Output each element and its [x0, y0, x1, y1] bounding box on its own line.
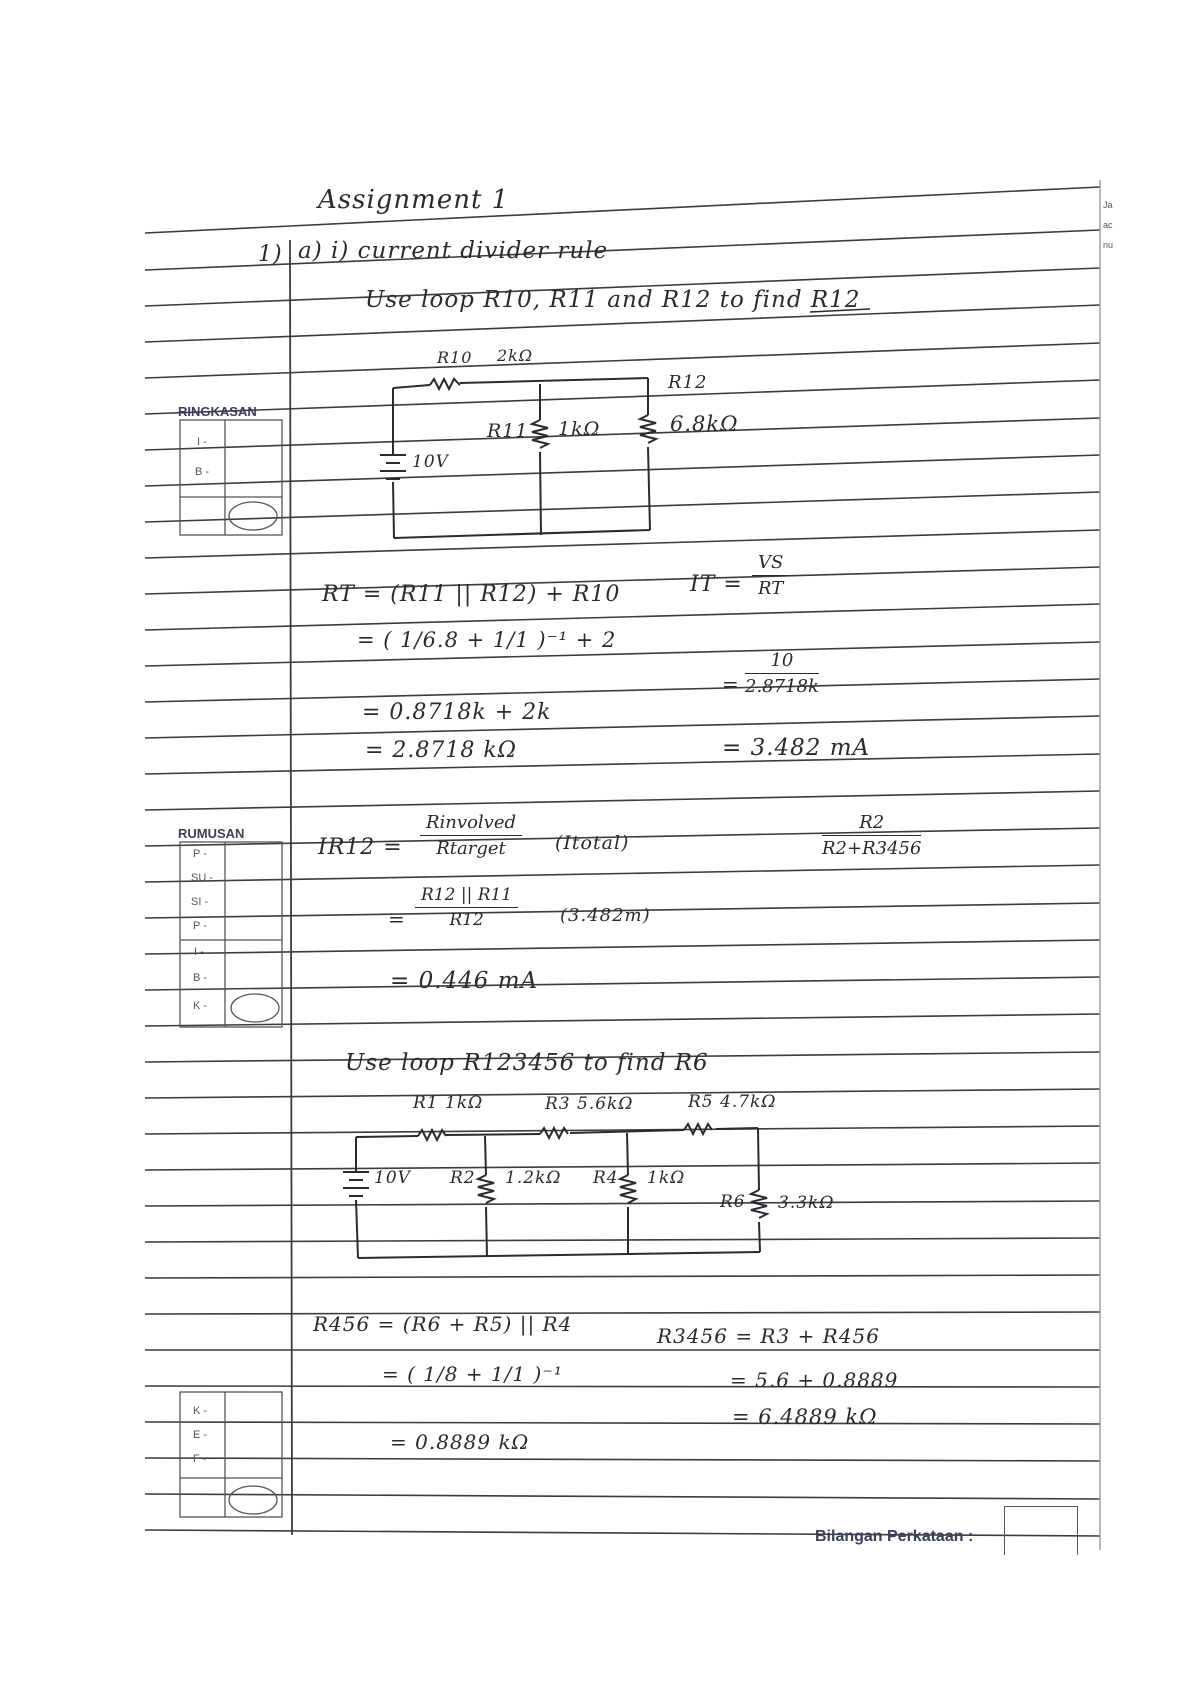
r11-label: R11 — [487, 420, 529, 442]
question-number: 1) — [258, 242, 283, 267]
ir12-tail: (Itotal) — [555, 832, 630, 854]
part-heading: a) i) current divider rule — [298, 238, 609, 264]
battery-2 — [343, 1172, 369, 1196]
r12-value: 6.8kΩ — [670, 412, 739, 436]
edge-text-2: ac — [1103, 220, 1113, 230]
r456-line-2: = ( 1/8 + 1/1 )⁻¹ — [382, 1362, 563, 1386]
divider-note-fraction — [822, 812, 921, 859]
assignment-title: Assignment 1 — [318, 185, 510, 215]
kef-row-k: K - — [193, 1405, 208, 1417]
word-count-box[interactable] — [1004, 1506, 1078, 1555]
ringkasan-row-b: B - — [195, 466, 210, 478]
edge-text-3: nu — [1103, 240, 1114, 250]
it-value-numerator: 10 — [745, 650, 819, 674]
margin-line — [290, 240, 292, 1535]
kef-score-oval — [229, 1486, 277, 1514]
ruled-lines — [145, 187, 1100, 1536]
r10-value: 2kΩ — [497, 346, 534, 365]
it-numerator: VS — [752, 552, 789, 576]
section1-intro: Use loop R10, R11 and R12 to find R12 — [365, 287, 861, 313]
ir12-fraction — [420, 812, 522, 859]
rt-line-1: RT = (R11 || R12) + R10 — [322, 582, 621, 607]
ringkasan-score-oval — [229, 502, 277, 530]
r456-line-3: = 0.8889 kΩ — [390, 1430, 530, 1454]
it-result: = 3.482 mA — [722, 735, 871, 761]
r3456-line-3: = 6.4889 kΩ — [732, 1405, 878, 1429]
r3-label: R3 5.6kΩ — [545, 1094, 634, 1114]
r11-resistor — [532, 420, 548, 448]
rumusan-row-i: I - — [194, 946, 204, 958]
ir12-denominator: Rtarget — [436, 838, 506, 859]
ringkasan-label: RINGKASAN — [178, 404, 257, 419]
r2-value: 1.2kΩ — [505, 1168, 562, 1188]
circuit2-left-wire — [356, 1137, 358, 1258]
r1-label: R1 1kΩ — [413, 1093, 484, 1113]
r12-label: R12 — [668, 372, 708, 393]
rumusan-row-p1: P - — [193, 848, 207, 860]
source-2-voltage: 10V — [374, 1168, 411, 1188]
it-denominator: RT — [758, 578, 784, 599]
r4-label: R4 — [593, 1168, 619, 1188]
r2-resistor — [478, 1175, 494, 1203]
r456-line-1: R456 = (R6 + R5) || R4 — [313, 1312, 573, 1336]
rumusan-row-si: SI - — [191, 896, 209, 908]
kef-row-f: F - — [193, 1453, 207, 1465]
circuit-2 — [343, 1124, 767, 1258]
r12-resistor — [640, 415, 656, 443]
word-count-label: Bilangan Perkataan : — [815, 1528, 974, 1545]
it-value-fraction — [745, 650, 819, 697]
rt-line-4: = 2.8718 kΩ — [365, 738, 517, 763]
r3456-line-1: R3456 = R3 + R456 — [657, 1324, 880, 1348]
kef-row-e: E - — [193, 1429, 208, 1441]
ir12-step-fraction — [415, 885, 518, 930]
rumusan-row-b: B - — [193, 972, 208, 984]
it-fraction — [752, 552, 789, 599]
circuit1-mid-wire — [540, 384, 541, 535]
r3456-line-2: = 5.6 + 0.8889 — [730, 1368, 899, 1392]
rt-line-3: = 0.8718k + 2k — [362, 700, 552, 725]
r10-label: R10 — [437, 348, 473, 367]
it-lhs: IT = — [690, 572, 743, 597]
r3-resistor — [540, 1128, 568, 1138]
rumusan-label: RUMUSAN — [178, 826, 245, 841]
ir12-step-numerator: R12 || R11 — [415, 885, 518, 908]
ir12-step-tail: (3.482m) — [560, 905, 651, 926]
divider-note-denominator: R2+R3456 — [822, 838, 922, 859]
rt-line-2: = ( 1/6.8 + 1/1 )⁻¹ + 2 — [357, 628, 617, 652]
circuit1-bottom-wire — [394, 530, 650, 538]
rumusan-row-k: K - — [193, 1000, 208, 1012]
it-value-denominator: 2.8718k — [745, 676, 819, 697]
source-1-voltage: 10V — [412, 452, 449, 472]
ringkasan-row-i: I - — [197, 436, 207, 448]
r4-value: 1kΩ — [647, 1168, 686, 1188]
r1-resistor — [418, 1130, 446, 1140]
section3-intro: Use loop R123456 to find R6 — [345, 1050, 709, 1076]
r6-label: R6 — [720, 1192, 746, 1212]
rumusan-row-p2: P - — [193, 920, 207, 932]
divider-note-numerator: R2 — [822, 812, 921, 836]
edge-text-1: Ja — [1103, 200, 1113, 210]
battery-1 — [380, 455, 406, 479]
r6-resistor — [751, 1190, 767, 1218]
r6-value: 3.3kΩ — [778, 1193, 835, 1213]
ir12-result: = 0.446 mA — [390, 968, 539, 994]
r5-label: R5 4.7kΩ — [688, 1092, 777, 1112]
r10-resistor — [430, 379, 460, 389]
ir12-lhs: IR12 = — [318, 835, 403, 860]
r11-value: 1kΩ — [558, 418, 601, 440]
circuit1-right-wire — [648, 378, 650, 530]
r2-label: R2 — [450, 1168, 476, 1188]
rumusan-score-oval — [231, 994, 279, 1022]
circuit2-bottom-wire — [358, 1252, 760, 1258]
ir12-numerator: Rinvolved — [420, 812, 522, 836]
ir12-step-denominator: R12 — [449, 910, 484, 930]
rumusan-row-su: SU - — [191, 872, 213, 884]
r4-resistor — [620, 1175, 636, 1203]
